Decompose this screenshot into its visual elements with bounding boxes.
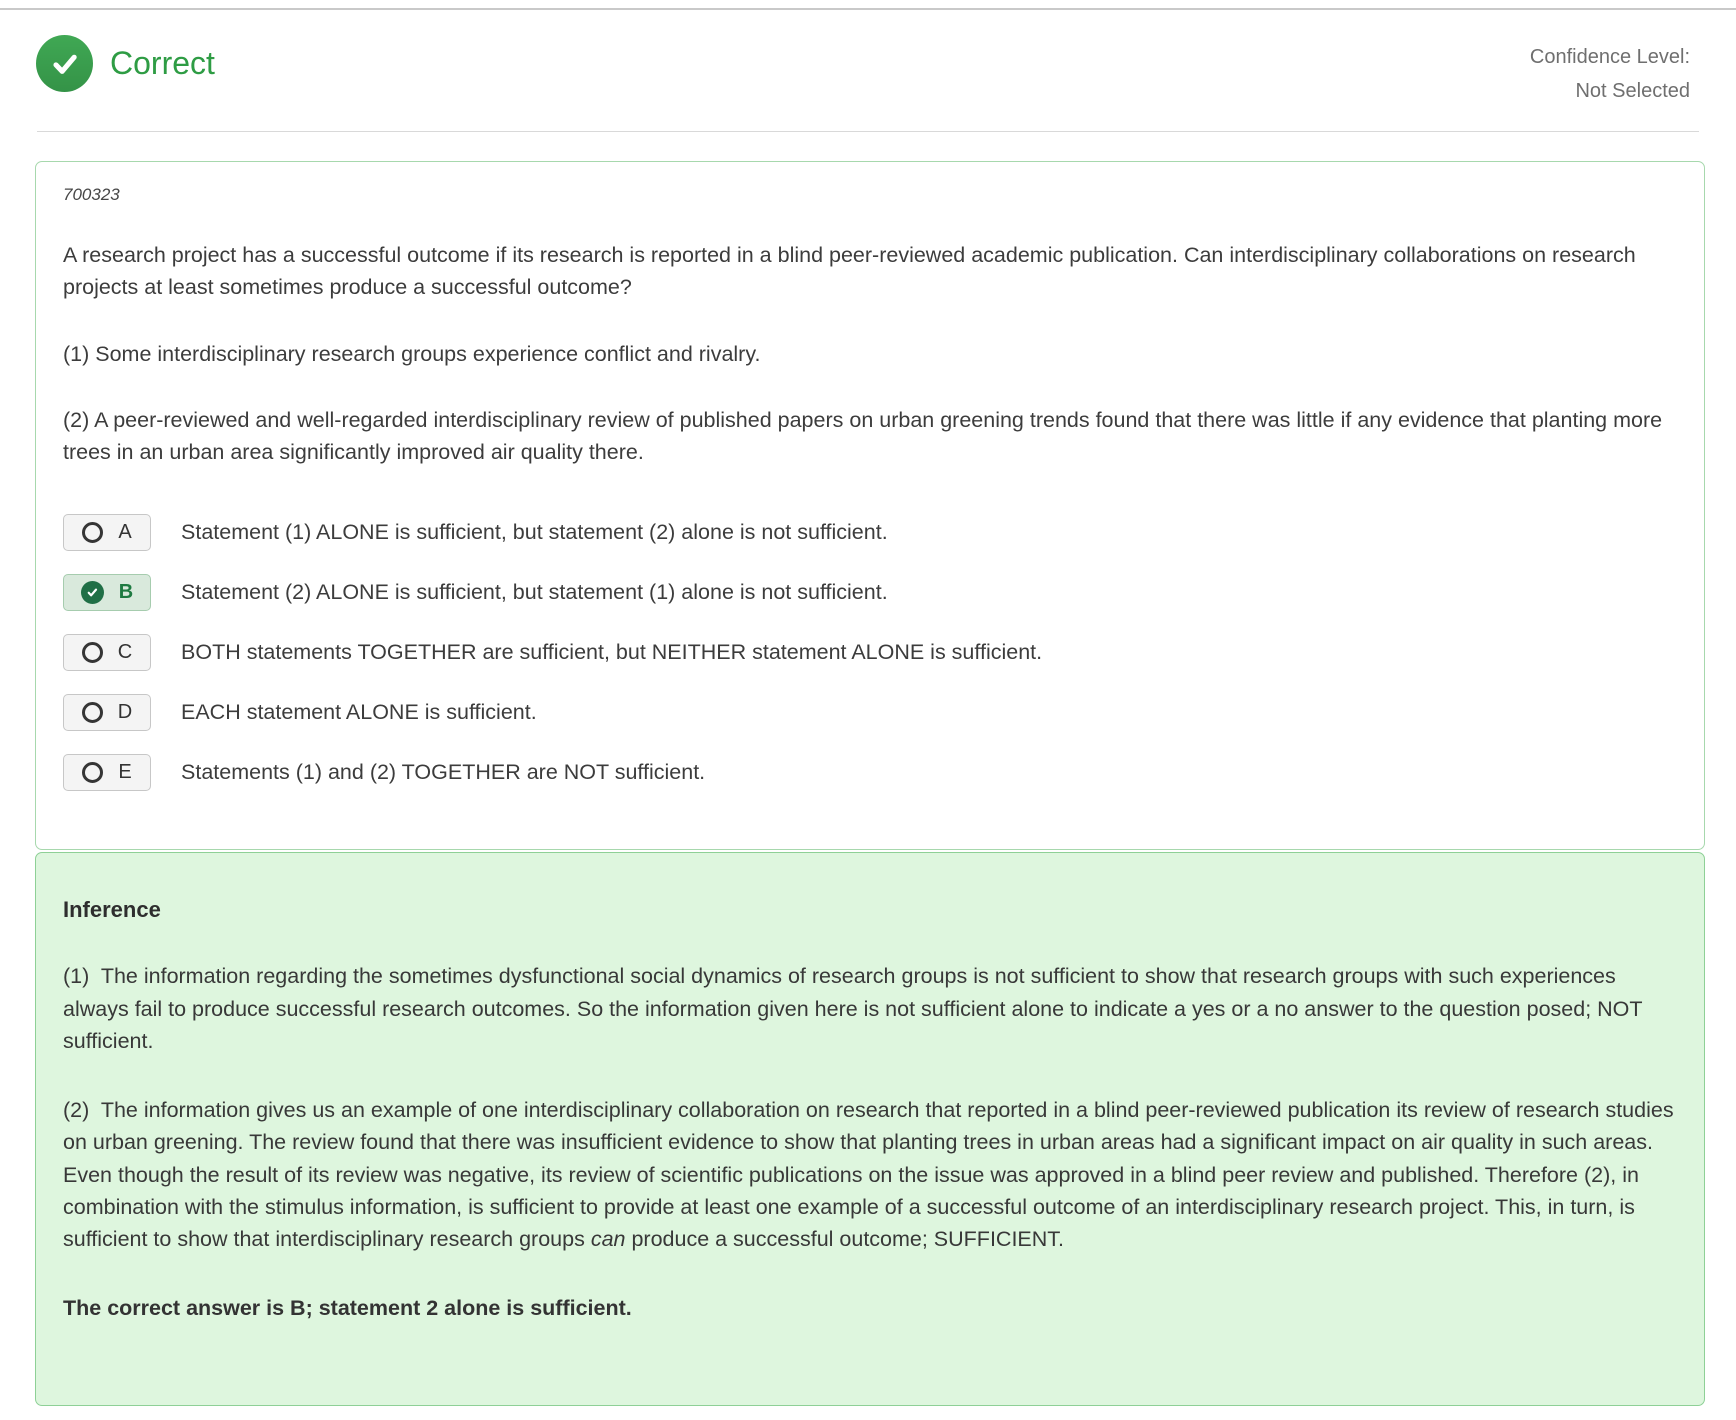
confidence-level	[1530, 35, 1690, 108]
radio-icon	[82, 702, 103, 723]
header-divider	[37, 131, 1699, 132]
option-letter: B	[118, 581, 134, 604]
option-text: Statement (2) ALONE is sufficient, but statement (1) alone is not sufficient.	[181, 580, 888, 605]
result-status	[36, 35, 215, 92]
option-text: Statements (1) and (2) TOGETHER are NOT sufficient.	[181, 760, 706, 785]
option-badge-b[interactable]	[63, 574, 151, 611]
option-badge-e[interactable]	[63, 754, 151, 791]
option-letter: C	[117, 641, 133, 664]
radio-icon	[82, 762, 103, 783]
option-letter: A	[118, 521, 132, 544]
question-review-page	[0, 8, 1736, 1406]
question-panel	[35, 161, 1705, 850]
explanation-para-2-text-end: produce a successful outcome; SUFFICIENT.	[625, 1227, 1065, 1252]
option-letter: E	[118, 761, 132, 784]
statement-1: (1) Some interdisciplinary research groups experience conflict and rivalry.	[63, 341, 761, 366]
correct-check-icon	[36, 35, 93, 92]
answer-option-a	[63, 514, 1676, 551]
result-header	[0, 10, 1736, 108]
answer-options	[63, 514, 1676, 791]
answer-option-c	[63, 634, 1676, 671]
explanation-para-2	[63, 1094, 1680, 1255]
option-text: EACH statement ALONE is sufficient.	[181, 700, 537, 725]
correct-answer-line: The correct answer is B; statement 2 alone is sufficient.	[63, 1296, 632, 1321]
confidence-label: Confidence Level:	[1529, 46, 1690, 68]
radio-icon	[82, 642, 103, 663]
radio-icon	[82, 522, 103, 543]
explanation-para-1: (1) The information regarding the sometimes dysfunctional social dynamics of research groups is not sufficient to show that research groups with such experiences always fail to produce successful research outcomes. So the information given here is not sufficient alone to indicate a yes or a no answer to the question posed; NOT sufficient.	[63, 964, 1649, 1053]
option-badge-d[interactable]	[63, 694, 151, 731]
confidence-value: Not Selected	[1575, 79, 1690, 102]
option-letter: D	[117, 701, 133, 724]
option-badge-c[interactable]	[63, 634, 151, 671]
question-id: 700323	[63, 185, 120, 205]
option-badge-a[interactable]	[63, 514, 151, 551]
statement-2: (2) A peer-reviewed and well-regarded interdisciplinary review of published papers on urban greening trends found that there was little if any evidence that planting more trees in an urban area significantly improved air quality there.	[63, 407, 1669, 465]
check-icon	[81, 581, 104, 604]
answer-option-b	[63, 574, 1676, 611]
answer-option-e	[63, 754, 1676, 791]
question-stem: A research project has a successful outcome if its research is reported in a blind peer-reviewed academic publication. Can interdisciplinary collaborations on research projects at least sometimes produce a successful outcome?	[63, 243, 1642, 300]
explanation-heading: Inference	[63, 897, 161, 923]
explanation-para-2-italic: can	[590, 1227, 626, 1252]
option-text: Statement (1) ALONE is sufficient, but statement (2) alone is not sufficient.	[181, 520, 888, 545]
explanation-para-2-text: (2) The information gives us an example of one interdisciplinary collaboration on research that reported in a blind peer-reviewed publication its review of research studies on urban greening. The review found that there was insufficient evidence to show that planting trees in urban areas had a significant impact on air quality in such areas. Even though the result of its review was negative, its review of scientific publications on the issue was approved in a blind peer review and published. Therefore (2), in combination with the stimulus information, is sufficient to provide at least one example of a successful outcome of an interdisciplinary research project. This, in turn, is sufficient to show that interdisciplinary research groups	[63, 1098, 1680, 1252]
answer-option-d	[63, 694, 1676, 731]
result-label: Correct	[110, 45, 215, 81]
explanation-panel	[35, 852, 1705, 1405]
option-text: BOTH statements TOGETHER are sufficient, but NEITHER statement ALONE is sufficient.	[181, 640, 1043, 665]
